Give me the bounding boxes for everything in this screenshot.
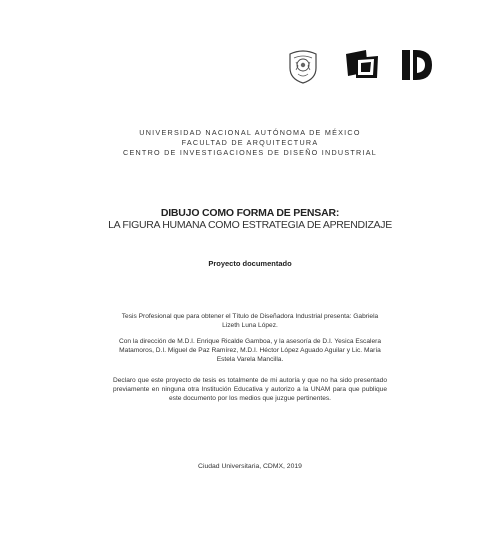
- institution-university: UNIVERSIDAD NACIONAL AUTÓNOMA DE MÉXICO: [139, 128, 361, 137]
- institution-center: CENTRO DE INVESTIGACIONES DE DISEÑO INDUSTRIAL: [123, 148, 377, 157]
- institution-header: [0, 128, 500, 158]
- place-date: Ciudad Universitaria, CDMX, 2019: [198, 463, 302, 470]
- thesis-presentation-paragraph: Tesis Profesional que para obtener el Título de Diseñadora Industrial presenta: Gabriela Lizeth Luna López.: [121, 313, 379, 329]
- unam-seal-icon: [286, 48, 320, 84]
- thesis-title-sub: LA FIGURA HUMANA COMO ESTRATEGIA DE APRENDIZAJE: [108, 219, 392, 231]
- document-type: Proyecto documentado: [208, 259, 292, 268]
- advisors-paragraph: Con la dirección de M.D.I. Enrique Ricalde Gamboa, y la asesoría de D.I. Yesica Escalera Matamoros, D.I. Miguel de Paz Ramírez, M.D.I. Héctor López Aguado Aguilar y Lic. María Estela Varela Mancilla.: [118, 338, 382, 363]
- thesis-title-main: DIBUJO COMO FORMA DE PENSAR:: [160, 207, 340, 219]
- facultad-arquitectura-logo-icon: [344, 48, 380, 80]
- logo-row: [0, 48, 500, 88]
- thesis-title: [0, 207, 500, 231]
- cidi-logo-icon: [402, 48, 432, 82]
- institution-faculty: FACULTAD DE ARQUITECTURA: [181, 138, 319, 147]
- authorship-declaration-paragraph: Declaro que este proyecto de tesis es totalmente de mi autoría y que no ha sido presentado previamente en ninguna otra Institución Educativa y autorizo a la UNAM para que publique este documento por los medios que juzgue pertinentes.: [113, 377, 387, 402]
